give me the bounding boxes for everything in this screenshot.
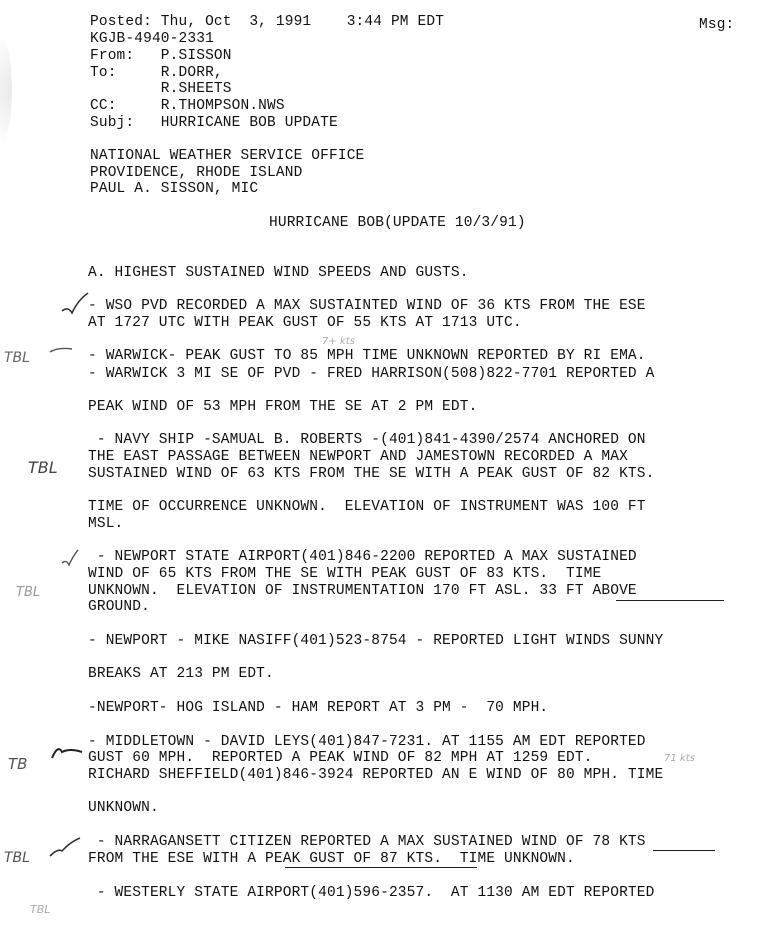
body-line: TIME OF OCCURRENCE UNKNOWN. ELEVATION OF INSTRUMENT WAS 100 FT: [88, 499, 646, 515]
body-line: AT 1727 UTC WITH PEAK GUST OF 55 KTS AT 1713 UTC.: [88, 315, 522, 331]
body-line: - WARWICK 3 MI SE OF PVD - FRED HARRISON(508)822-7701 REPORTED A: [88, 366, 655, 382]
msg-label: Msg:: [699, 17, 735, 33]
body-line: RICHARD SHEFFIELD(401)846-3924 REPORTED AN E WIND OF 80 MPH. TIME: [88, 767, 664, 783]
cc-line: CC: R.THOMPSON.NWS: [90, 98, 285, 114]
check-mark: [52, 749, 82, 758]
message-id: KGJB-4940-2331: [90, 31, 214, 47]
body-line: THE EAST PASSAGE BETWEEN NEWPORT AND JAMESTOWN RECORDED A MAX: [88, 449, 628, 465]
office-line-1: NATIONAL WEATHER SERVICE OFFICE: [90, 148, 365, 164]
body-line: - WSO PVD RECORDED A MAX SUSTAINTED WIND OF 36 KTS FROM THE ESE: [88, 298, 646, 314]
section-heading: A. HIGHEST SUSTAINED WIND SPEEDS AND GUSTS.: [88, 265, 469, 281]
office-line-2: PROVIDENCE, RHODE ISLAND: [90, 165, 303, 181]
body-line: - WARWICK- PEAK GUST TO 85 MPH TIME UNKNOWN REPORTED BY RI EMA.: [88, 348, 646, 364]
handwritten-note: TBL: [28, 458, 58, 477]
body-line: SUSTAINED WIND OF 63 KTS FROM THE SE WITH A PEAK GUST OF 82 KTS.: [88, 466, 655, 482]
check-mark: [62, 550, 78, 565]
body-line: - MIDDLETOWN - DAVID LEYS(401)847-7231. AT 1155 AM EDT REPORTED: [88, 734, 646, 750]
check-mark: [50, 348, 72, 352]
body-line: UNKNOWN. ELEVATION OF INSTRUMENTATION 170 FT ASL. 33 FT ABOVE: [88, 583, 637, 599]
handwritten-note: TBL: [16, 585, 41, 600]
body-line: PEAK WIND OF 53 MPH FROM THE SE AT 2 PM EDT.: [88, 399, 478, 415]
check-mark: [50, 838, 80, 856]
to-line-2: R.SHEETS: [90, 81, 232, 97]
check-mark: [62, 293, 88, 313]
handwritten-note: TBL: [4, 850, 30, 866]
body-line: - WESTERLY STATE AIRPORT(401)596-2357. AT 1130 AM EDT REPORTED: [88, 885, 655, 901]
body-line: - NARRAGANSETT CITIZEN REPORTED A MAX SUSTAINED WIND OF 78 KTS: [88, 834, 646, 850]
to-line-1: To: R.DORR,: [90, 65, 223, 81]
body-line: WIND OF 65 KTS FROM THE SE WITH PEAK GUST OF 83 KTS. TIME: [88, 566, 602, 582]
body-line: FROM THE ESE WITH A PEAK GUST OF 87 KTS. TIME UNKNOWN.: [88, 851, 575, 867]
handwritten-note: 7+ kts: [322, 336, 355, 347]
handwritten-note: 71 kts: [664, 753, 695, 764]
handwritten-note: TBL: [4, 350, 30, 366]
document-title: HURRICANE BOB(UPDATE 10/3/91): [269, 215, 526, 231]
handwritten-note: TBL: [30, 903, 51, 916]
body-line: MSL.: [88, 516, 124, 532]
body-line: GROUND.: [88, 599, 150, 615]
office-line-3: PAUL A. SISSON, MIC: [90, 181, 259, 197]
from-line: From: P.SISSON: [90, 48, 232, 64]
body-line: GUST 60 MPH. REPORTED A PEAK WIND OF 82 MPH AT 1259 EDT.: [88, 750, 593, 766]
posted-line: Posted: Thu, Oct 3, 1991 3:44 PM EDT: [90, 14, 445, 30]
body-line: BREAKS AT 213 PM EDT.: [88, 666, 274, 682]
body-line: - NEWPORT - MIKE NASIFF(401)523-8754 - REPORTED LIGHT WINDS SUNNY: [88, 633, 664, 649]
body-line: -NEWPORT- HOG ISLAND - HAM REPORT AT 3 PM - 70 MPH.: [88, 700, 549, 716]
handwritten-note: TB: [8, 755, 28, 773]
subject-line: Subj: HURRICANE BOB UPDATE: [90, 115, 338, 131]
body-line: UNKNOWN.: [88, 800, 159, 816]
body-line: - NEWPORT STATE AIRPORT(401)846-2200 REPORTED A MAX SUSTAINED: [88, 549, 637, 565]
body-line: - NAVY SHIP -SAMUAL B. ROBERTS -(401)841-4390/2574 ANCHORED ON: [88, 432, 646, 448]
